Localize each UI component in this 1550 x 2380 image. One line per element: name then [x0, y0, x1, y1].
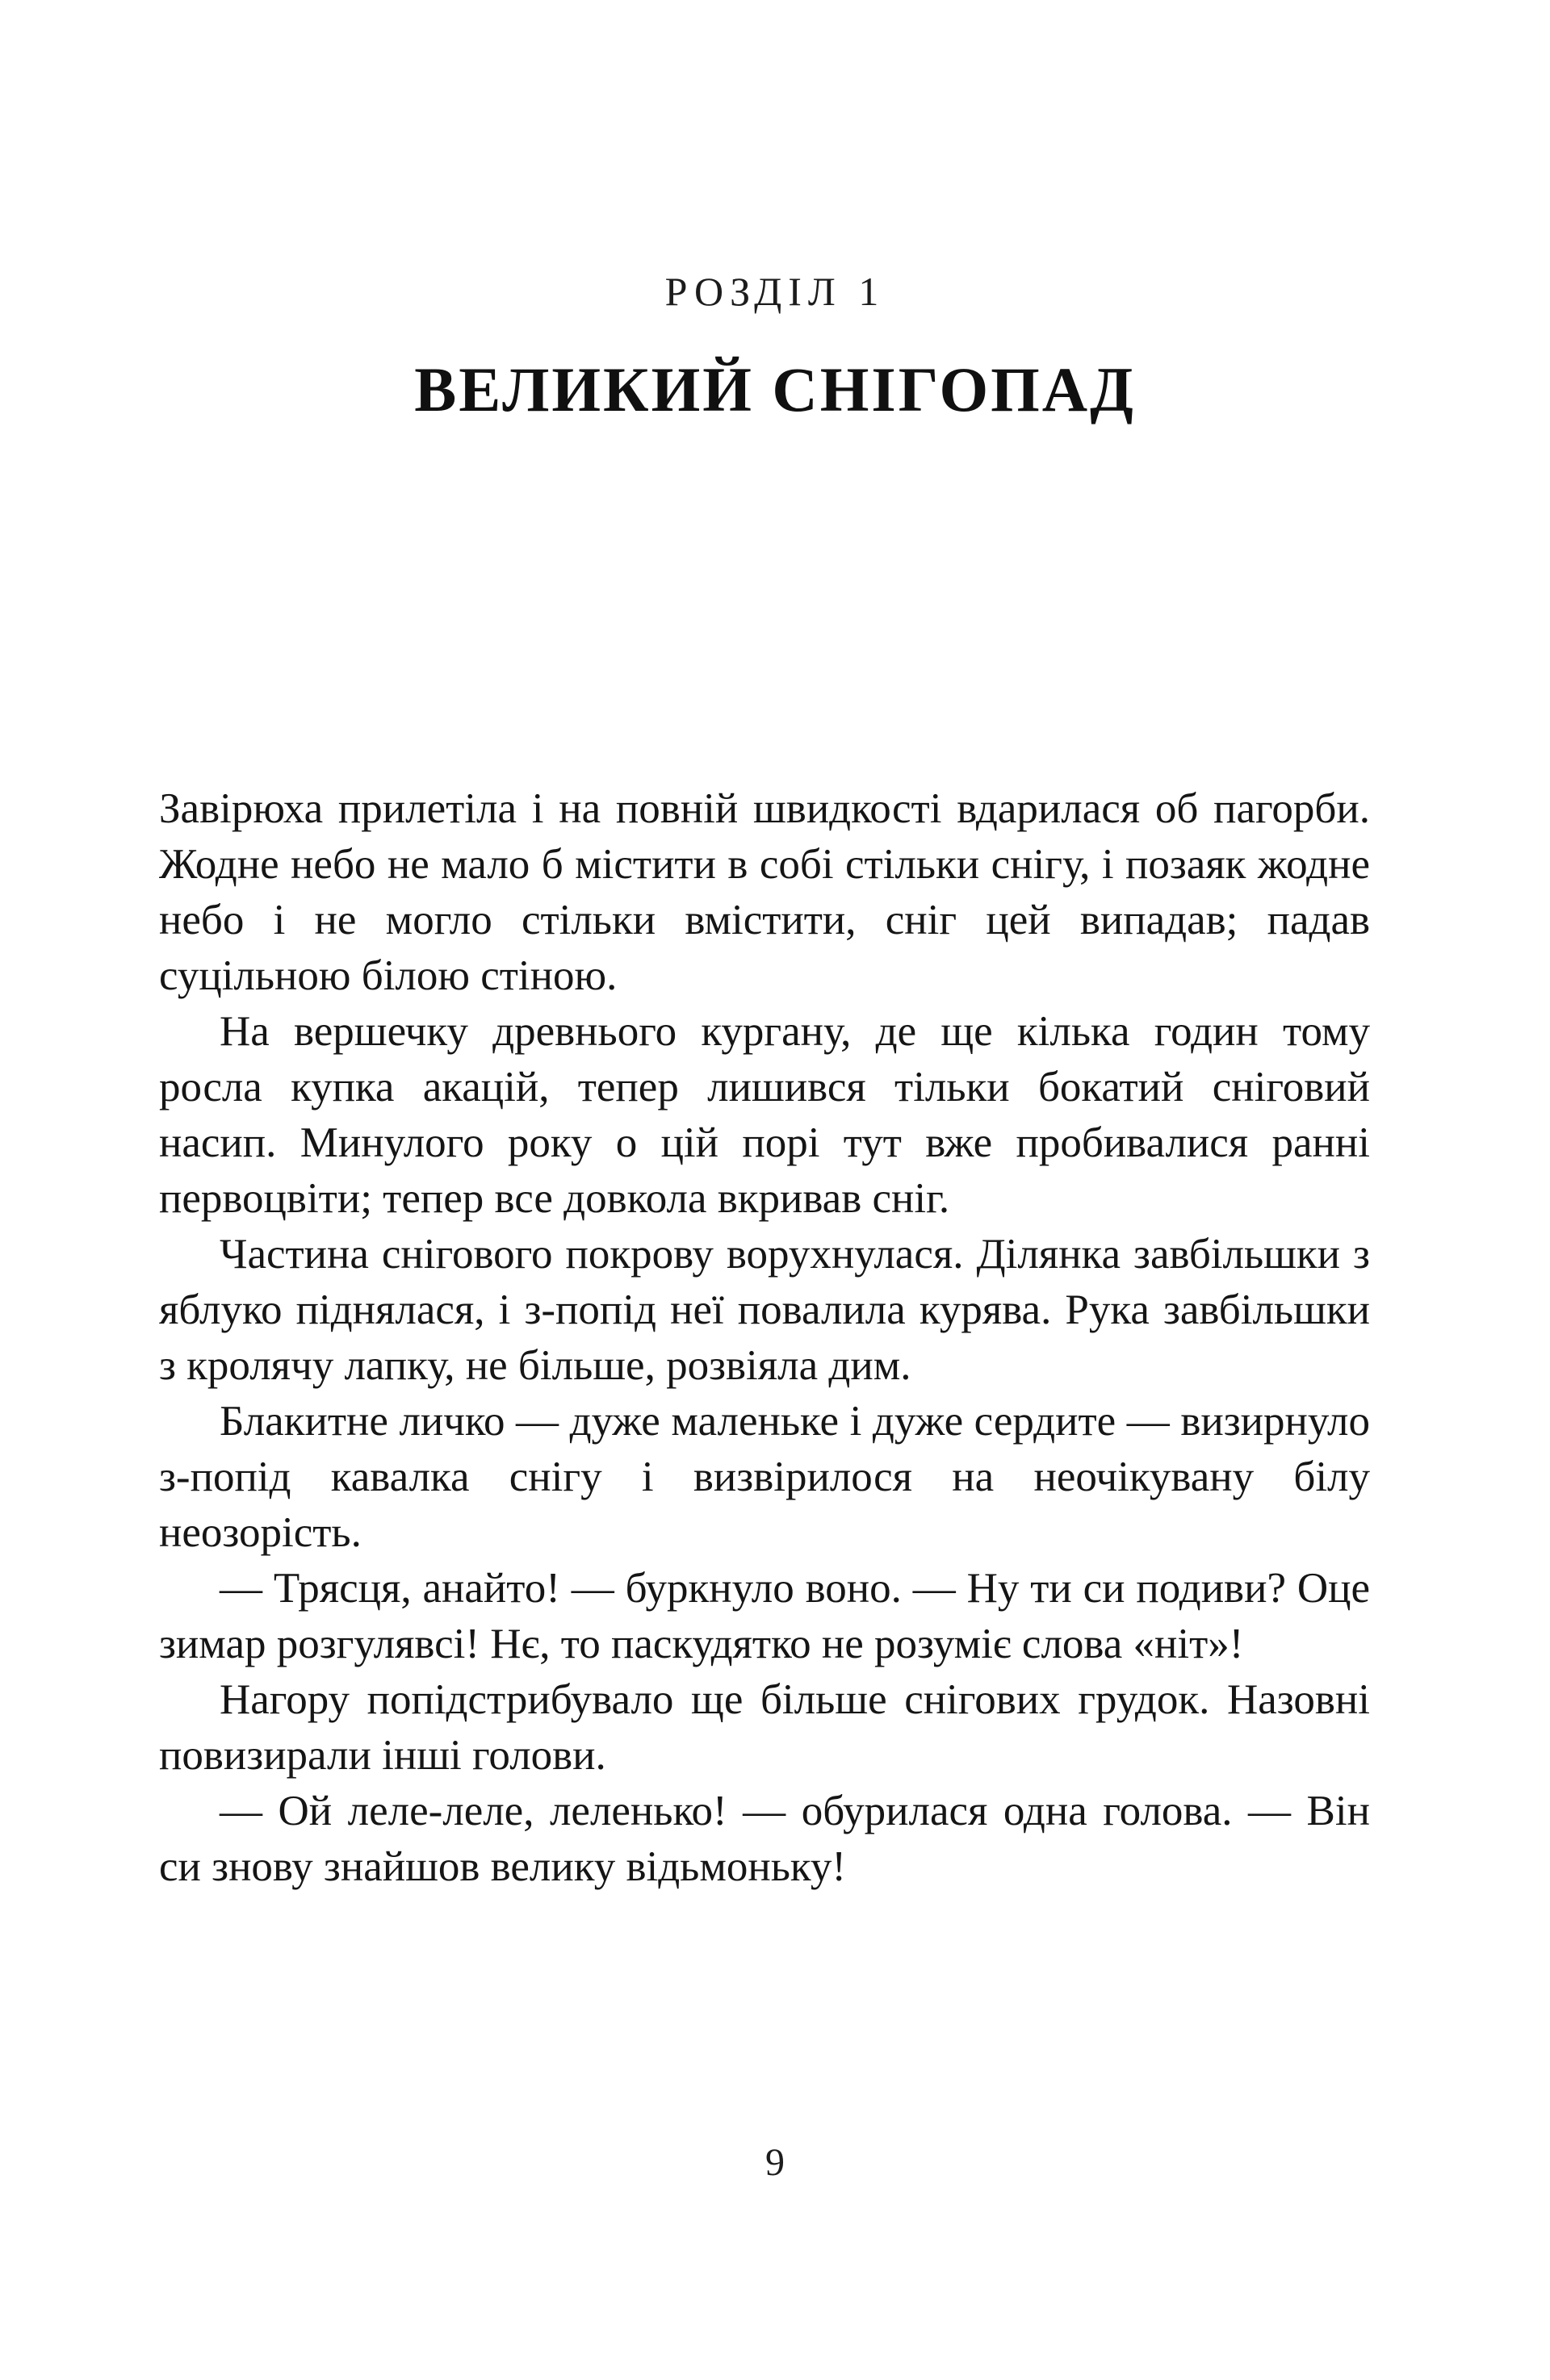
paragraph: Блакитне личко — дуже маленьке і дуже сердите — визирнуло з-попід кавалка снігу і визвірилося на неочікувану білу неозорість.: [159, 1398, 1370, 1556]
page-number: 9: [765, 2141, 785, 2184]
body-text: [159, 781, 1370, 1895]
paragraph: Нагору попідстрибувало ще більше снігових грудок. Назовні повизирали інші голови.: [159, 1676, 1370, 1779]
paragraph: На вершечку древнього кургану, де ще кілька годин тому росла купка акацій, тепер лишився тільки бокатий сніговий насип. Минулого року о цій порі тут вже пробивалися ранні первоцвіти; тепер все довкола вкривав сніг.: [159, 1008, 1370, 1222]
paragraph: — Трясця, анайто! — буркнуло воно. — Ну ти си подиви? Оце зимар розгулявсі! Нє, то паскудятко не розуміє слова «ніт»!: [159, 1565, 1370, 1667]
paragraph: Завірюха прилетіла і на повній швидкості вдарилася об пагорби. Жодне небо не мало б містити в собі стільки снігу, і позаяк жодне небо і не могло стільки вмістити, сніг цей випадав; падав суцільною білою стіною.: [159, 785, 1370, 999]
paragraph: — Ой леле-леле, леленько! — обурилася одна голова. — Він си знову знайшов велику відьмоньку!: [159, 1788, 1370, 1890]
chapter-label: РОЗДІЛ 1: [664, 269, 886, 314]
chapter-title: ВЕЛИКИЙ СНІГОПАД: [414, 354, 1136, 425]
paragraph: Частина снігового покрову ворухнулася. Ділянка завбільшки з яблуко піднялася, і з-попід неї повалила курява. Рука завбільшки з кролячу лапку, не більше, розвіяла дим.: [159, 1231, 1370, 1389]
